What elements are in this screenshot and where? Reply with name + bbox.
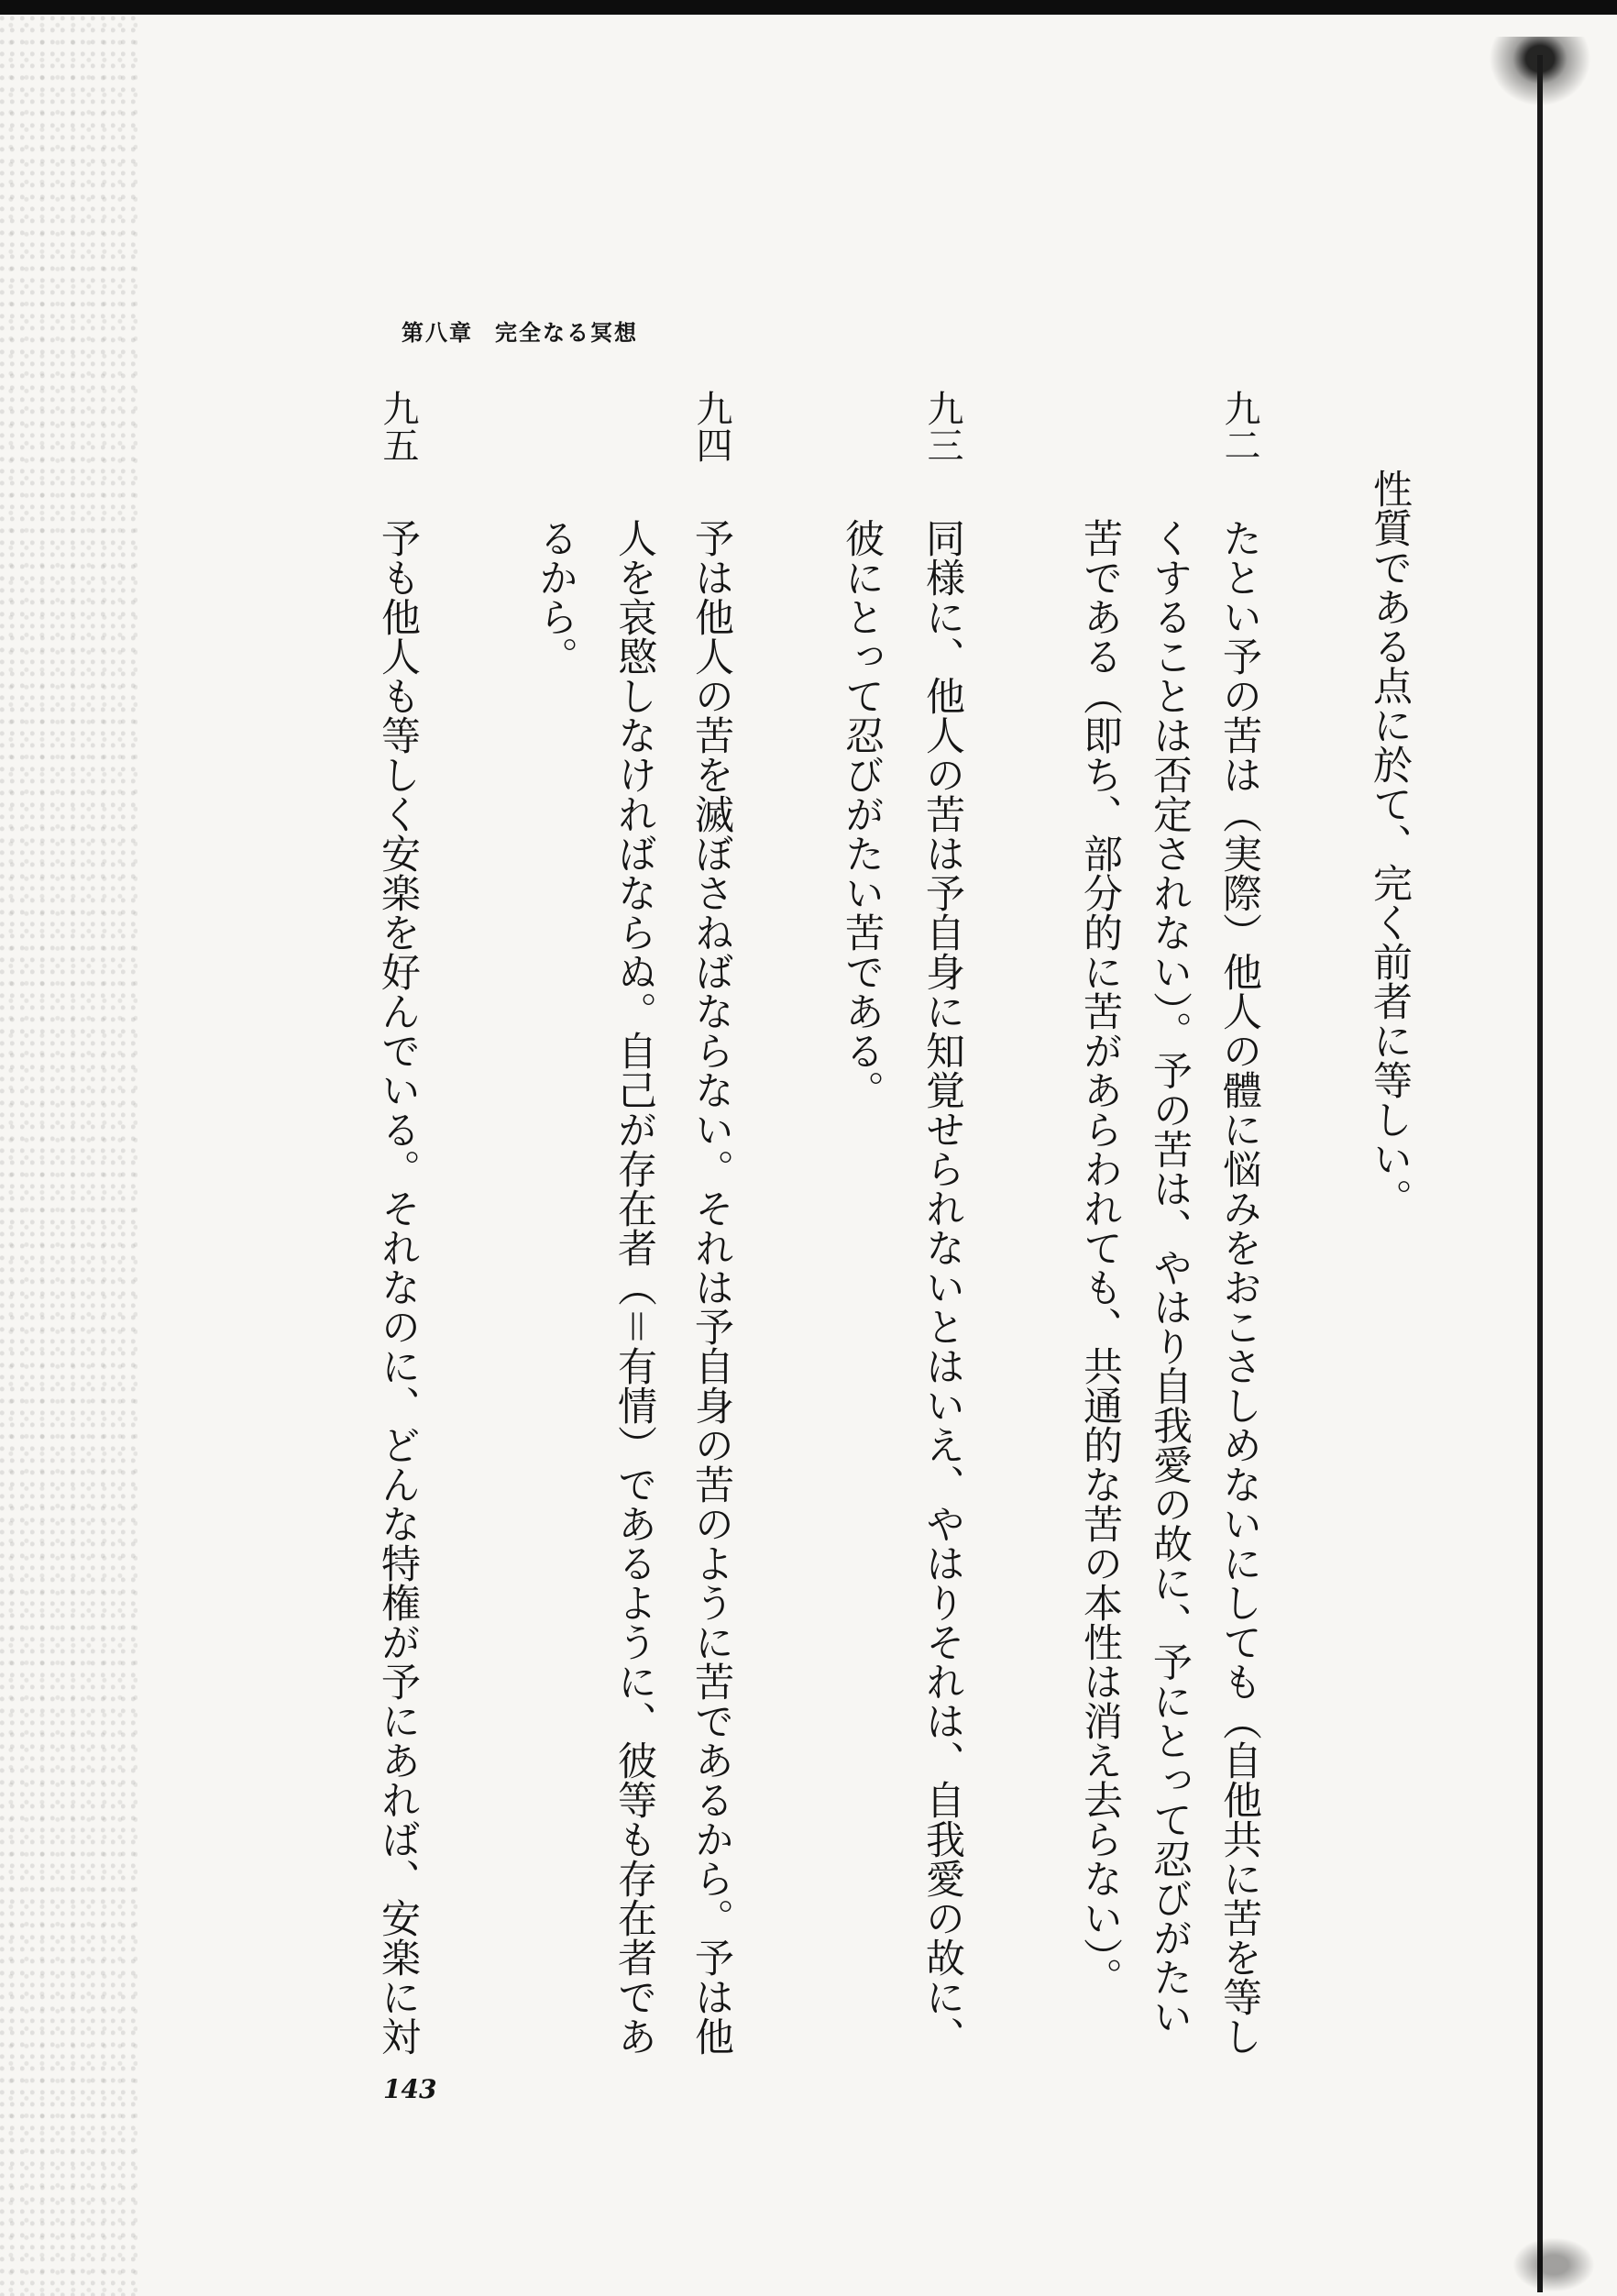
chapter-title: 完全なる冥想 xyxy=(495,319,638,346)
section-number-93: 九三 xyxy=(921,390,963,463)
text-column: 性質である点に於て、完く前者に等しい。 xyxy=(1367,390,1413,1218)
text-column: 同様に、他人の苦は予自身に知覚せられないとはいえ、やはりそれは、自我愛の故に、 xyxy=(919,518,965,2056)
text-column: 人を哀愍しなければならぬ。自己が存在者（＝有情）であるように、彼等も存在者であ xyxy=(611,518,657,2056)
section-number-92: 九二 xyxy=(1218,390,1260,463)
running-header xyxy=(402,315,638,347)
text-column: 彼にとって忍びがたい苦である。 xyxy=(839,518,885,1109)
text-column: くすることは否定されない）。予の苦は、やはり自我愛の故に、予にとって忍びがたい xyxy=(1147,518,1193,2037)
section-number-94: 九四 xyxy=(690,390,732,463)
scan-margin-noise xyxy=(0,15,138,2296)
text-column: 予は他人の苦を滅ぼさねばならない。それは予自身の苦のように苦であるから。予は他 xyxy=(688,518,734,2056)
text-column: 予も他人も等しく安楽を好んでいる。それなのに、どんな特権が予にあれば、安楽に対 xyxy=(375,518,421,2056)
binding-edge-line xyxy=(1537,55,1543,2292)
page-number: 143 xyxy=(383,2074,437,2104)
text-column: たとい予の苦は（実際）他人の體に悩みをおこさしめないにしても（自他共に苦を等し xyxy=(1216,518,1262,2056)
text-column: るから。 xyxy=(533,518,578,676)
scan-top-edge xyxy=(0,0,1617,15)
chapter-label: 第八章 xyxy=(402,319,473,346)
text-column: 苦である（即ち、部分的に苦があらわれても、共通的な苦の本性は消え去らない）。 xyxy=(1077,518,1123,1997)
binding-ink-smudge xyxy=(1512,2237,1595,2292)
section-number-95: 九五 xyxy=(377,390,419,463)
